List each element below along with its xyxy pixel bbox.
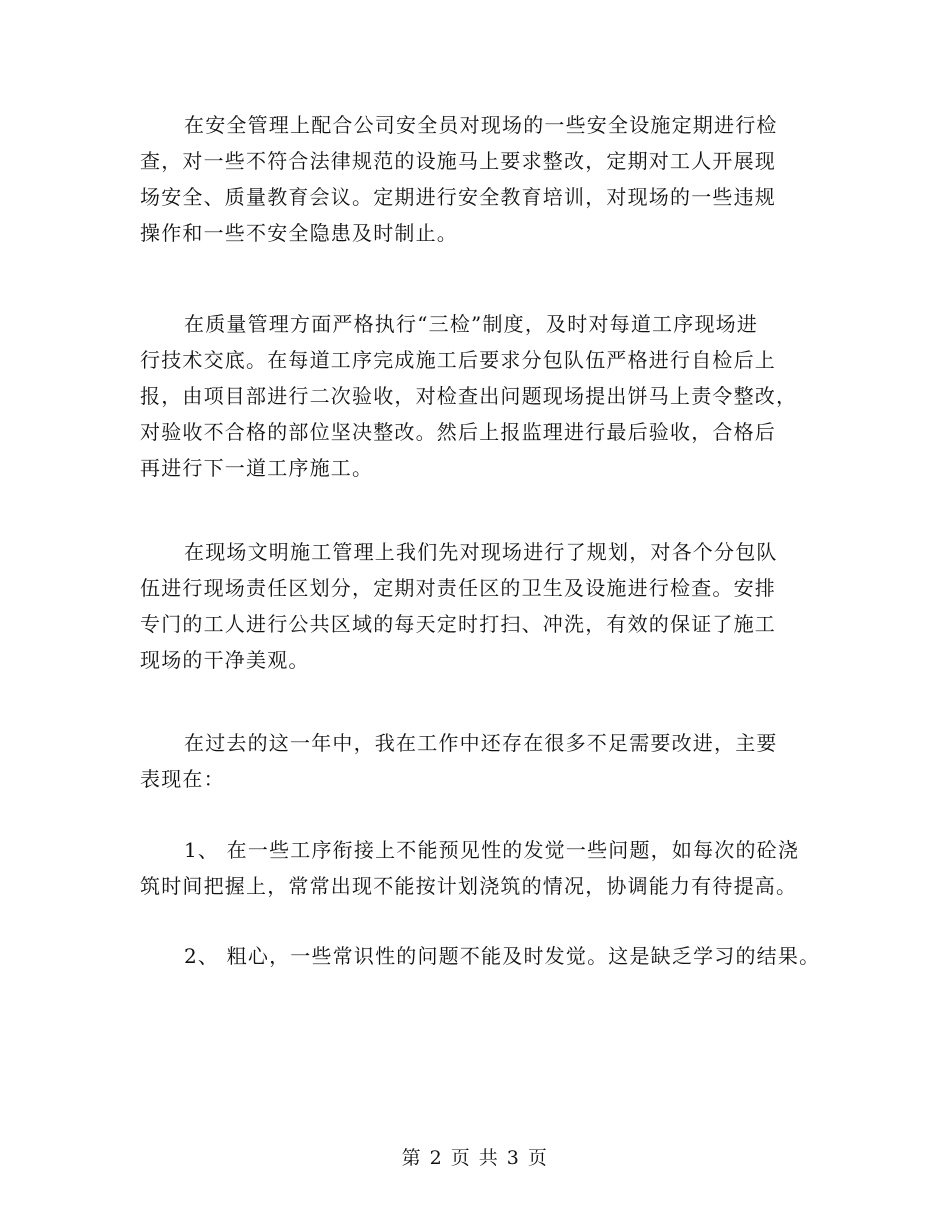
text-line: 再进行下一道工序施工。 — [140, 456, 374, 480]
text-line: 1、 在一些工序衔接上不能预见性的发觉一些问题，如每次的砼浇 — [184, 838, 800, 862]
paragraph-civilized-construction — [140, 534, 810, 678]
paragraph-quality-management — [140, 306, 810, 486]
text-line: 在过去的这一年中，我在工作中还存在很多不足需要改进，主要 — [184, 731, 778, 755]
text-line: 在现场文明施工管理上我们先对现场进行了规划，对各个分包队 — [184, 540, 778, 564]
paragraph-safety-management — [140, 107, 810, 251]
text-line: 现场的干净美观。 — [140, 648, 310, 672]
text-line: 专门的工人进行公共区域的每天定时打扫、冲洗，有效的保证了施工 — [140, 612, 776, 636]
text-line: 表现在： — [140, 767, 225, 791]
text-line: 2、 粗心，一些常识性的问题不能及时发觉。这是缺乏学习的结果。 — [184, 944, 821, 968]
text-line: 查，对一些不符合法律规范的设施马上要求整改，定期对工人开展现 — [140, 149, 776, 173]
text-line: 对验收不合格的部位坚决整改。然后上报监理进行最后验收，合格后 — [140, 420, 776, 444]
text-line: 筑时间把握上，常常出现不能按计划浇筑的情况，协调能力有待提高。 — [140, 874, 798, 898]
list-item-1 — [140, 832, 810, 904]
text-line: 行技术交底。在每道工序完成施工后要求分包队伍严格进行自检后上 — [140, 348, 776, 372]
text-line: 伍进行现场责任区划分，定期对责任区的卫生及设施进行检查。安排 — [140, 576, 776, 600]
text-line: 报，由项目部进行二次验收，对检查出问题现场提出饼马上责令整改， — [140, 384, 798, 408]
text-line: 场安全、质量教育会议。定期进行安全教育培训，对现场的一些违规 — [140, 185, 776, 209]
text-line: 在安全管理上配合公司安全员对现场的一些安全设施定期进行检 — [184, 113, 778, 137]
text-line: 在质量管理方面严格执行“三检”制度，及时对每道工序现场进 — [184, 312, 759, 336]
list-item-2 — [140, 938, 821, 974]
page-footer: 第 2 页 共 3 页 — [401, 1147, 549, 1169]
paragraph-shortcomings-intro — [140, 725, 810, 797]
text-line: 操作和一些不安全隐患及时制止。 — [140, 221, 458, 245]
